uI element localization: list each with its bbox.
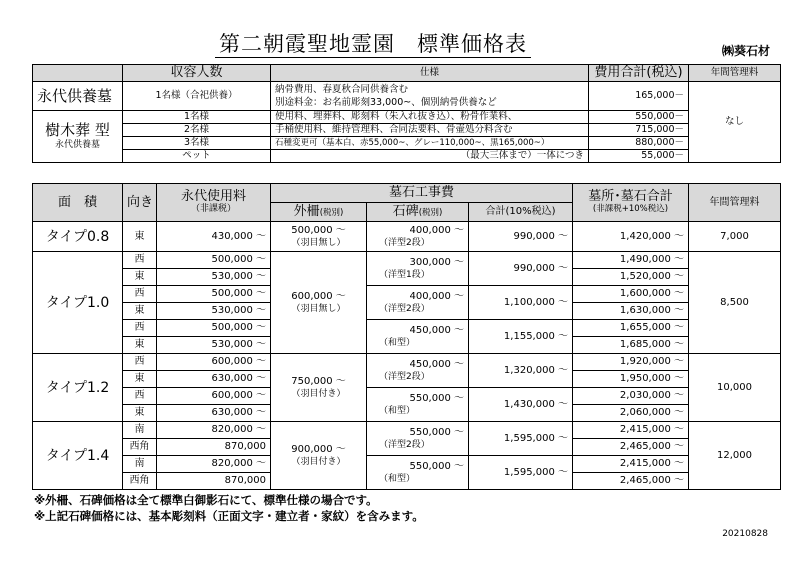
price-header: 費用合計(税込) — [589, 65, 689, 82]
eitai-capacity: 1名様（合祀供養） — [123, 82, 271, 111]
stone-price-cell — [367, 388, 469, 422]
jumoku-spec: 手桶使用料、維持管理料、合同法要料、骨壷処分料含む — [271, 124, 589, 137]
fence-header — [271, 203, 367, 222]
grand-total: 1,655,000 ～ — [573, 320, 689, 337]
jumoku-spec: 使用料、埋葬料、彫刻料（朱入れ抜き込）、粉骨作業料、 — [271, 111, 589, 124]
stone-title: 石碑 — [392, 203, 419, 219]
stone-price: 550,000 ～ — [409, 460, 464, 472]
eitai-fee: 600,000 ～ — [157, 388, 271, 405]
main-header-row-1 — [33, 184, 781, 203]
direction: 西 — [123, 252, 157, 269]
stone-price: 450,000 ～ — [409, 324, 464, 336]
grand-total: 1,490,000 ～ — [573, 252, 689, 269]
fence-sub: (税別) — [319, 207, 344, 218]
fence-price: 900,000 ～ — [291, 443, 346, 455]
eitai-fee: 870,000 — [157, 473, 271, 490]
annual-fee-header: 年間管理料 — [689, 184, 781, 222]
koji-total: 1,155,000 ～ — [469, 320, 573, 354]
fence-price: 500,000 ～ — [291, 224, 346, 236]
stone-price: 400,000 ～ — [409, 290, 464, 302]
jumoku-label-cell — [33, 111, 123, 163]
koji-total: 1,320,000 ～ — [469, 354, 573, 388]
eitai-fee: 500,000 ～ — [157, 320, 271, 337]
direction: 西 — [123, 320, 157, 337]
table-row — [33, 286, 781, 303]
grand-total: 1,420,000 ～ — [573, 222, 689, 252]
stone-note: （和型） — [379, 337, 416, 348]
top-price-table — [32, 64, 781, 163]
koji-total-header: 合計(10%税込) — [469, 203, 573, 222]
note-1: ※外柵、石碑価格は全て標準白御影石にて、標準仕様の場合です。 — [34, 493, 378, 507]
fence-note: （羽目付き） — [291, 388, 346, 399]
eitai-fee: 500,000 ～ — [157, 286, 271, 303]
jumoku-row-3 — [33, 137, 781, 150]
page-title: 第二朝霞聖地霊園 標準価格表 — [215, 31, 531, 58]
fence-price: 600,000 ～ — [291, 290, 346, 302]
stone-price-cell — [367, 222, 469, 252]
stone-price-cell — [367, 422, 469, 456]
jumoku-sublabel: 永代供養墓 — [54, 140, 100, 150]
capacity-header: 収容人数 — [123, 65, 271, 82]
eitai-fee: 820,000 ～ — [157, 456, 271, 473]
annual-fee: 8,500 — [689, 252, 781, 354]
fence-price-cell — [271, 354, 367, 422]
eitai-fee: 530,000 ～ — [157, 337, 271, 354]
grand-total: 1,685,000 ～ — [573, 337, 689, 354]
koji-total: 1,595,000 ～ — [469, 422, 573, 456]
table-row — [33, 388, 781, 405]
stone-price-cell — [367, 286, 469, 320]
stone-price-cell — [367, 320, 469, 354]
eitai-fee: 430,000 ～ — [157, 222, 271, 252]
koji-total: 1,100,000 ～ — [469, 286, 573, 320]
jumoku-cap: 1名様 — [123, 111, 271, 124]
stone-note: （洋型2段） — [379, 371, 430, 382]
direction: 西角 — [123, 473, 157, 490]
grand-total: 1,600,000 ～ — [573, 286, 689, 303]
stone-note: （洋型2段） — [379, 237, 430, 248]
stone-price: 400,000 ～ — [409, 224, 464, 236]
grand-total: 1,950,000 ～ — [573, 371, 689, 388]
jumoku-row-4 — [33, 150, 781, 163]
area-header: 面 積 — [33, 184, 123, 222]
eitai-spec-line2: 別途料金：お名前彫刻33,000~、個別納骨供養など — [275, 97, 497, 108]
direction: 西 — [123, 388, 157, 405]
fence-title: 外柵 — [293, 203, 320, 219]
total-sub: (非課税+10%税込) — [592, 203, 669, 214]
main-price-table — [32, 183, 781, 490]
direction: 東 — [123, 222, 157, 252]
direction: 東 — [123, 269, 157, 286]
table-row — [33, 354, 781, 371]
eitai-fee: 500,000 ～ — [157, 252, 271, 269]
grand-total: 2,415,000 ～ — [573, 456, 689, 473]
eitai-fee: 600,000 ～ — [157, 354, 271, 371]
jumoku-spec: 石種変更可（基本白、赤55,000~、グレー110,000~、黒165,000~） — [271, 137, 589, 150]
eitai-fee-header — [157, 184, 271, 222]
eitai-row — [33, 82, 781, 111]
blank-header — [33, 65, 123, 82]
eitai-fee-sub: （非課税） — [190, 203, 236, 214]
direction-header: 向き — [123, 184, 157, 222]
grand-total: 2,415,000 ～ — [573, 422, 689, 439]
note-2: ※上記石碑価格には、基本彫刻料（正面文字・建立者・家紋）を含みます。 — [34, 509, 424, 523]
top-header-row — [33, 65, 781, 82]
eitai-fee: 630,000 ～ — [157, 405, 271, 422]
direction: 東 — [123, 371, 157, 388]
fence-note: （羽目無し） — [291, 237, 346, 248]
table-row — [33, 252, 781, 269]
koji-total: 990,000 ～ — [469, 222, 573, 252]
direction: 西角 — [123, 439, 157, 456]
direction: 南 — [123, 422, 157, 439]
koji-header: 墓石工事費 — [271, 184, 573, 203]
direction: 東 — [123, 303, 157, 320]
eitai-spec — [271, 82, 589, 111]
area-type: タイプ1.4 — [33, 422, 123, 490]
top-fee-value: なし — [689, 82, 781, 163]
grand-total: 1,920,000 ～ — [573, 354, 689, 371]
stone-header — [367, 203, 469, 222]
fee-header: 年間管理料 — [689, 65, 781, 82]
fence-note: （羽目無し） — [291, 303, 346, 314]
direction: 東 — [123, 405, 157, 422]
stone-note: （和型） — [379, 405, 416, 416]
spec-header: 仕様 — [271, 65, 589, 82]
eitai-fee: 530,000 ～ — [157, 303, 271, 320]
grand-total: 2,030,000 ～ — [573, 388, 689, 405]
area-type: タイプ1.0 — [33, 252, 123, 354]
eitai-fee: 630,000 ～ — [157, 371, 271, 388]
annual-fee: 12,000 — [689, 422, 781, 490]
eitai-fee-title: 永代使用料 — [180, 188, 246, 204]
table-row — [33, 320, 781, 337]
direction: 西 — [123, 354, 157, 371]
eitai-fee: 820,000 ～ — [157, 422, 271, 439]
grand-total: 2,060,000 ～ — [573, 405, 689, 422]
fence-price-cell — [271, 422, 367, 490]
jumoku-spec: （最大三体まで）一体につき — [271, 150, 589, 163]
grand-total: 2,465,000 ～ — [573, 439, 689, 456]
jumoku-cap: 2名様 — [123, 124, 271, 137]
koji-total: 990,000 ～ — [469, 252, 573, 286]
area-type: タイプ0.8 — [33, 222, 123, 252]
jumoku-cap: ペット — [123, 150, 271, 163]
jumoku-price: 880,000－ — [589, 137, 689, 150]
stone-price: 550,000 ～ — [409, 392, 464, 404]
direction: 東 — [123, 337, 157, 354]
table-row — [33, 422, 781, 439]
jumoku-row-2 — [33, 124, 781, 137]
stone-price: 550,000 ～ — [409, 426, 464, 438]
fence-price-cell — [271, 222, 367, 252]
stone-price: 450,000 ～ — [409, 358, 464, 370]
eitai-label: 永代供養墓 — [33, 82, 123, 111]
total-title: 墓所･墓石合計 — [588, 188, 673, 204]
table-row — [33, 222, 781, 252]
jumoku-price: 550,000－ — [589, 111, 689, 124]
stone-note: （洋型2段） — [379, 303, 430, 314]
stone-note: （洋型1段） — [379, 269, 430, 280]
stone-price-cell — [367, 456, 469, 490]
table-row — [33, 456, 781, 473]
fence-price-cell — [271, 252, 367, 354]
jumoku-cap: 3名様 — [123, 137, 271, 150]
koji-total: 1,430,000 ～ — [469, 388, 573, 422]
eitai-fee: 530,000 ～ — [157, 269, 271, 286]
jumoku-row-1 — [33, 111, 781, 124]
eitai-price: 165,000－ — [589, 82, 689, 111]
stone-price-cell — [367, 252, 469, 286]
fence-price: 750,000 ～ — [291, 375, 346, 387]
jumoku-price: 715,000－ — [589, 124, 689, 137]
annual-fee: 7,000 — [689, 222, 781, 252]
jumoku-label: 樹木葬 型 — [45, 121, 110, 139]
fence-note: （羽目付き） — [291, 456, 346, 467]
stone-sub: (税別) — [418, 207, 443, 218]
annual-fee: 10,000 — [689, 354, 781, 422]
jumoku-price: 55,000－ — [589, 150, 689, 163]
notes — [34, 492, 424, 524]
stone-price: 300,000 ～ — [409, 256, 464, 268]
grand-total: 1,630,000 ～ — [573, 303, 689, 320]
area-type: タイプ1.2 — [33, 354, 123, 422]
stone-price-cell — [367, 354, 469, 388]
eitai-fee: 870,000 — [157, 439, 271, 456]
document-date: 20210828 — [722, 529, 768, 539]
direction: 西 — [123, 286, 157, 303]
stone-note: （洋型2段） — [379, 439, 430, 450]
direction: 南 — [123, 456, 157, 473]
grand-total: 1,520,000 ～ — [573, 269, 689, 286]
eitai-spec-line1: 納骨費用、春夏秋合同供養含む — [275, 84, 409, 95]
total-header — [573, 184, 689, 222]
stone-note: （和型） — [379, 473, 416, 484]
grand-total: 2,465,000 ～ — [573, 473, 689, 490]
koji-total: 1,595,000 ～ — [469, 456, 573, 490]
company-name: ㈱葵石材 — [721, 44, 770, 58]
